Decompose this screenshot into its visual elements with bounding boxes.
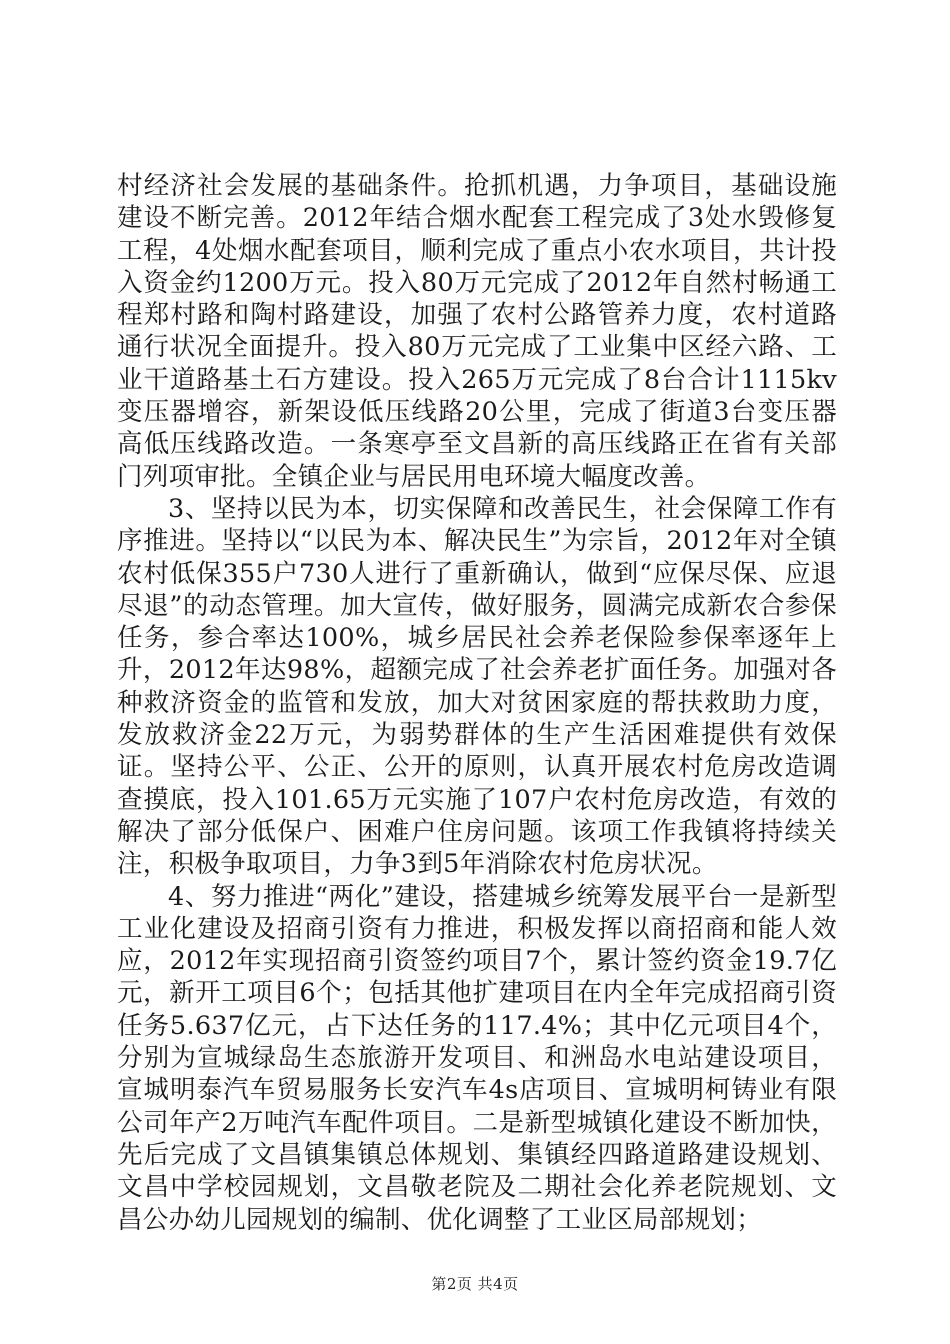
paragraph-social-security: 3、坚持以民为本，切实保障和改善民生，社会保障工作有序推进。坚持以“以民为本、解决民生”为宗旨，2012年对全镇农村低保355户730人进行了重新确认，做到“应保尽保、应退尽退”的动态管理。加大宣传，做好服务，圆满完成新农合参保任务，参合率达100%，城乡居民社会养老保险参保率逐年上升，2012年达98%，超额完成了社会养老扩面任务。加强对各种救济资金的监管和发放，加大对贫困家庭的帮扶救助力度，发放救济金22万元，为弱势群体的生产生活困难提供有效保证。坚持公平、公正、公开的原则，认真开展农村危房改造调查摸底，投入101.65万元实施了107户农村危房改造，有效的解决了部分低保户、困难户住房问题。该项工作我镇将持续关注，积极争取项目，力争3到5年消除农村危房状况。 (117, 493, 837, 880)
page-number-footer: 第2页 共4页 (431, 1275, 519, 1293)
document-body (117, 170, 837, 1236)
paragraph-infrastructure: 村经济社会发展的基础条件。抢抓机遇，力争项目，基础设施建设不断完善。2012年结合烟水配套工程完成了3处水毁修复工程，4处烟水配套项目，顺利完成了重点小农水项目，共计投入资金约1200万元。投入80万元完成了2012年自然村畅通工程郑村路和陶村路建设，加强了农村公路管养力度，农村道路通行状况全面提升。投入80万元完成了工业集中区经六路、工业干道路基土石方建设。投入265万元完成了8台合计1115kv变压器增容，新架设低压线路20公里，完成了街道3台变压器高低压线路改造。一条寒亭至文昌新的高压线路正在省有关部门列项审批。全镇企业与居民用电环境大幅度改善。 (117, 171, 837, 492)
paragraph-two-modernizations: 4、努力推进“两化”建设，搭建城乡统筹发展平台一是新型工业化建设及招商引资有力推进，积极发挥以商招商和能人效应，2012年实现招商引资签约项目7个，累计签约资金19.7亿元，新开工项目6个；包括其他扩建项目在内全年完成招商引资任务5.637亿元，占下达任务的117.4%；其中亿元项目4个，分别为宣城绿岛生态旅游开发项目、和洲岛水电站建设项目，宣城明泰汽车贸易服务长安汽车4s店项目、宣城明柯铸业有限公司年产2万吨汽车配件项目。二是新型城镇化建设不断加快，先后完成了文昌镇集镇总体规划、集镇经四路道路建设规划、文昌中学校园规划，文昌敬老院及二期社会化养老院规划、文昌公办幼儿园规划的编制、优化调整了工业区局部规划； (117, 881, 837, 1235)
